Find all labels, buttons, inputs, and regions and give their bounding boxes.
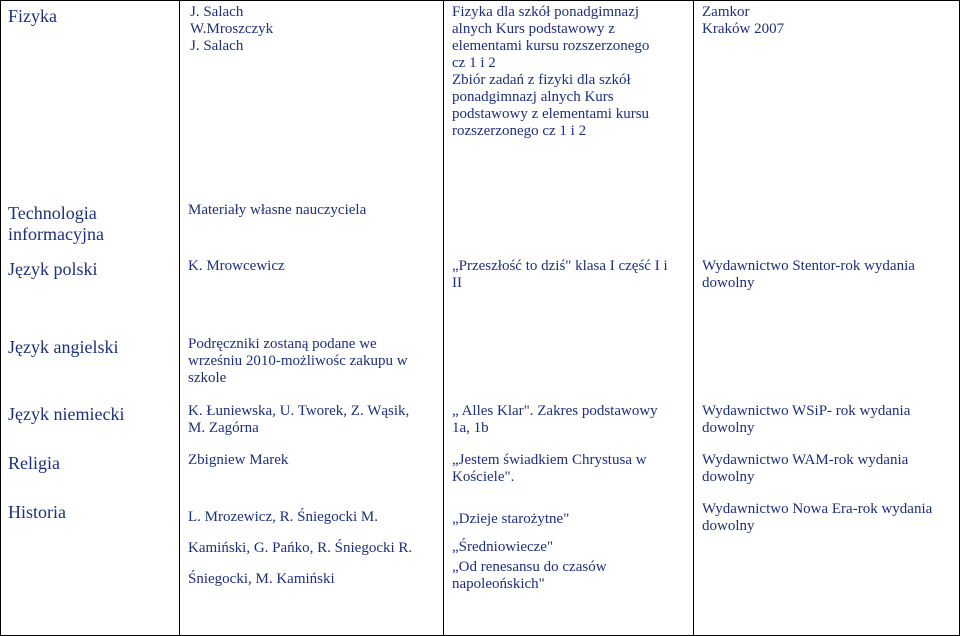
- authors-jezyk-angielski: Podręczniki zostaną podane we wrześniu 2010-możliwośc zakupu w szkole: [188, 336, 408, 386]
- title-jezyk-niemiecki: „ Alles Klar". Zakres podstawowy 1a, 1b: [452, 403, 658, 436]
- subject-jezyk-angielski: Język angielski: [8, 337, 119, 357]
- subject-technologia: Technologia informacyjna: [8, 203, 104, 244]
- publisher-jezyk-niemiecki: Wydawnictwo WSiP- rok wydania dowolny: [702, 403, 911, 436]
- subject-jezyk-niemiecki: Język niemiecki: [8, 404, 125, 424]
- authors-fizyka: J. Salach W.Mroszczyk J. Salach: [190, 4, 274, 54]
- subject-religia: Religia: [8, 453, 60, 473]
- authors-jezyk-niemiecki: K. Łuniewska, U. Tworek, Z. Wąsik, M. Zagórna: [188, 403, 410, 436]
- title-historia: „Dzieje starożytne" „Średniowiecze" „Od renesansu do czasów napoleońskich": [452, 511, 607, 592]
- publisher-historia: Wydawnictwo Nowa Era-rok wydania dowolny: [702, 501, 933, 534]
- publisher-religia: Wydawnictwo WAM-rok wydania dowolny: [702, 452, 909, 485]
- publisher-fizyka: Zamkor Kraków 2007: [702, 4, 785, 37]
- authors-jezyk-polski: K. Mrowcewicz: [188, 258, 285, 274]
- title-jezyk-polski: „Przeszłość to dziś" klasa I część I i II: [452, 258, 668, 291]
- title-religia: „Jestem świadkiem Chrystusa w Kościele".: [452, 452, 647, 485]
- authors-religia: Zbigniew Marek: [188, 452, 289, 468]
- subject-fizyka: Fizyka: [8, 6, 57, 26]
- publisher-jezyk-polski: Wydawnictwo Stentor-rok wydania dowolny: [702, 258, 915, 291]
- title-fizyka: Fizyka dla szkół ponadgimnazj alnych Kurs podstawowy z elementami kursu rozszerzonego cz 1 i 2 Zbiór zadań z fizyki dla szkół ponadgimnazj alnych Kurs podstawowy z elementami kursu rozszerzonego cz 1 i 2: [452, 4, 650, 139]
- subject-historia: Historia: [8, 502, 66, 522]
- authors-historia: L. Mrozewicz, R. Śniegocki M. Kamiński, G. Pańko, R. Śniegocki R. Śniegocki, M. Kamiński: [188, 509, 413, 587]
- authors-technologia: Materiały własne nauczyciela: [188, 202, 367, 218]
- subject-jezyk-polski: Język polski: [8, 259, 98, 279]
